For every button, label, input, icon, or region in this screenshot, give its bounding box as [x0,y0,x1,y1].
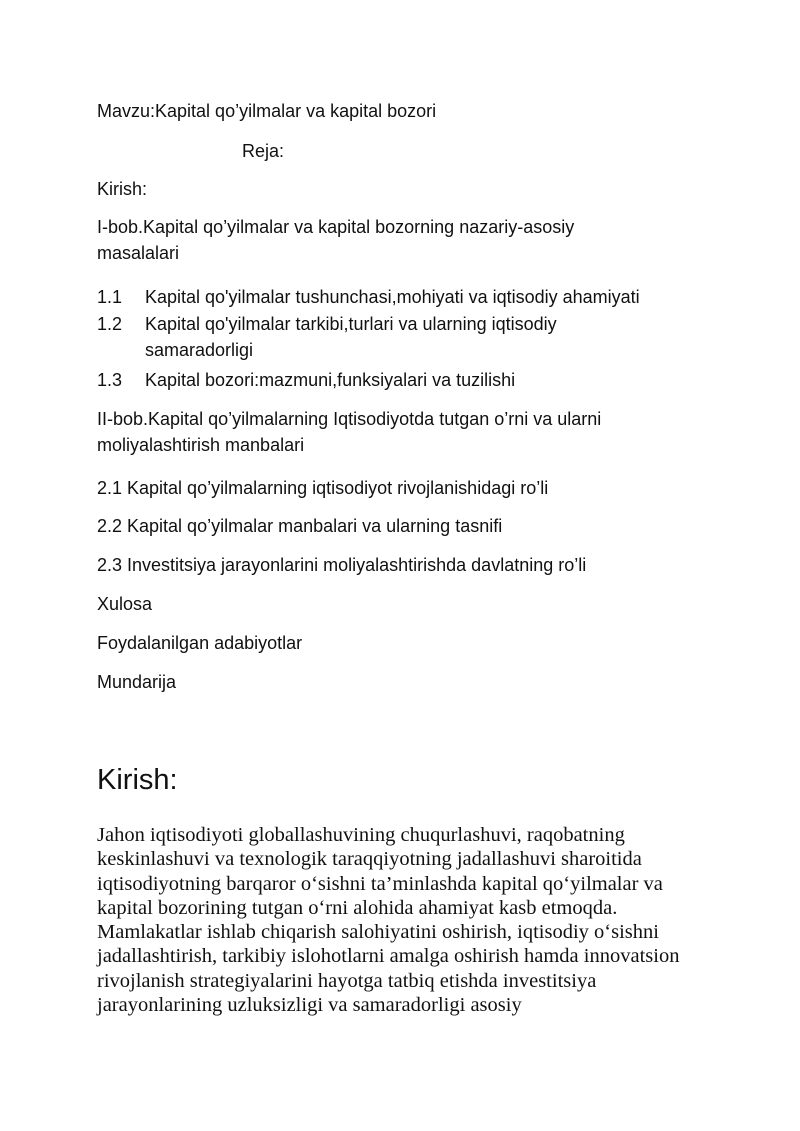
document-title: Mavzu:Kapital qo’yilmalar va kapital bozori [97,101,437,121]
plan-label: Reja: [242,141,285,161]
chapter2-title: II-bob.Kapital qo’yilmalarning Iqtisodiyotda tutgan o’rni va ularni moliyalashtirish manbalari [97,409,602,455]
chapter1-item [97,311,707,363]
references: Foydalanilgan adabiyotlar [97,633,303,653]
intro-label: Kirish: [97,179,148,199]
item-number: 1.2 [97,314,123,334]
item-number: 1.3 [97,370,123,390]
intro-heading: Kirish: [97,764,178,796]
chapter1-item [97,284,707,310]
chapter2-item: 2.3 Investitsiya jarayonlarini moliyalashtirishda davlatning ro’li [97,555,587,575]
conclusion: Xulosa [97,594,153,614]
chapter2-item: 2.2 Kapital qo’yilmalar manbalari va ularning tasnifi [97,516,503,536]
item-text: Kapital bozori:mazmuni,funksiyalari va tuzilishi [145,370,516,390]
chapter1-item [97,367,707,393]
chapter2-item: 2.1 Kapital qo’yilmalarning iqtisodiyot rivojlanishidagi ro’li [97,478,549,498]
item-number: 1.1 [97,287,123,307]
item-text: Kapital qo'yilmalar tushunchasi,mohiyati va iqtisodiy ahamiyati [145,287,640,307]
intro-paragraph: Jahon iqtisodiyoti globallashuvining chuqurlashuvi, raqobatning keskinlashuvi va texnologik taraqqiyotning jadallashuvi sharoitida iqtisodiyotning barqaror o‘sishni ta’minlashda kapital qo‘yilmalar va kapital bozorining tutgan o‘rni alohida ahamiyat kasb etmoqda. Mamlakatlar ishlab chiqarish salohiyatini oshirish, iqtisodiy o‘sishni jadallashtirish, tarkibiy islohotlarni amalga oshirish hamda innovatsion rivojlanish strategiyalarini hayotga tatbiq etishda investitsiya jarayonlarining uzluksizligi va samaradorligi asosiy [97,824,680,1017]
chapter1-title: I-bob.Kapital qo’yilmalar va kapital bozorning nazariy-asosiy masalalari [97,217,575,263]
item-text: Kapital qo'yilmalar tarkibi,turlari va ularning iqtisodiy samaradorligi [145,314,557,360]
contents: Mundarija [97,672,177,692]
